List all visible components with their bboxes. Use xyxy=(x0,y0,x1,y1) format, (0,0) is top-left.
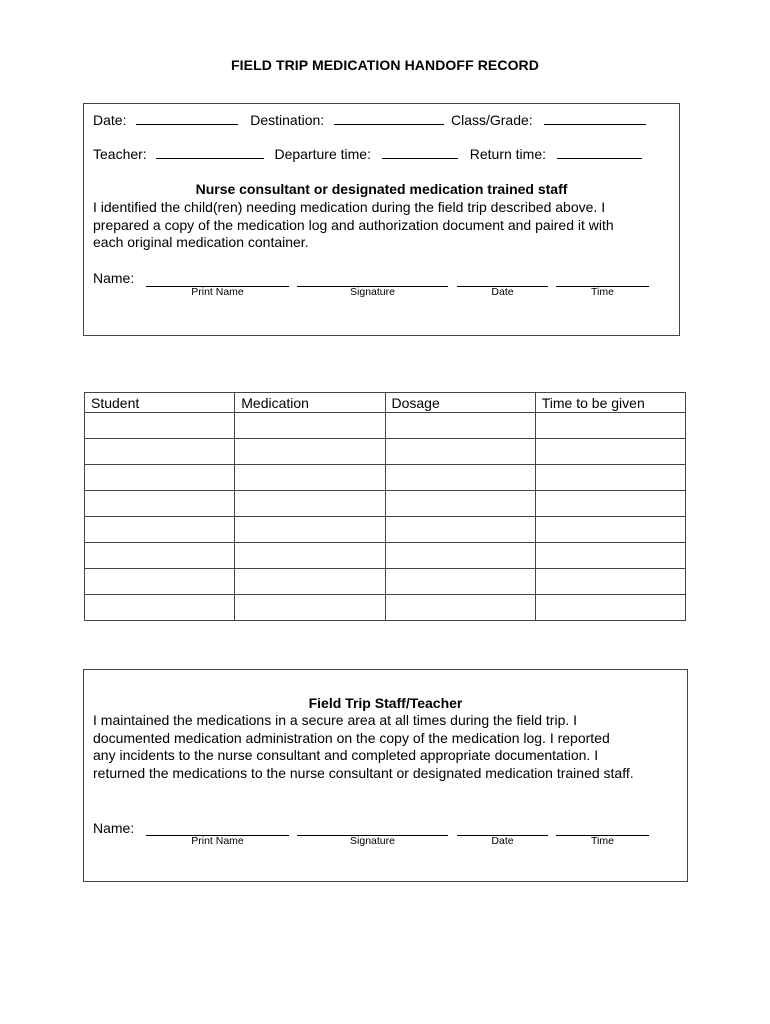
table-cell[interactable] xyxy=(535,439,685,465)
destination-label: Destination: xyxy=(250,112,325,128)
table-cell[interactable] xyxy=(535,543,685,569)
statement-line: documented medication administration on the copy of the medication log. I reported xyxy=(93,729,610,746)
time-info-row xyxy=(93,146,642,162)
statement-line: each original medication container. xyxy=(93,234,309,250)
date-field[interactable] xyxy=(136,112,238,125)
table-cell[interactable] xyxy=(235,569,385,595)
table-cell[interactable] xyxy=(385,595,535,621)
table-cell[interactable] xyxy=(85,569,235,595)
table-cell[interactable] xyxy=(385,465,535,491)
table-cell[interactable] xyxy=(385,569,535,595)
student-header: Student xyxy=(85,393,235,413)
teacher-field[interactable] xyxy=(156,146,264,159)
table-row xyxy=(85,595,686,621)
class-grade-label: Class/Grade: xyxy=(450,112,533,128)
table-cell[interactable] xyxy=(235,439,385,465)
table-cell[interactable] xyxy=(385,491,535,517)
table-cell[interactable] xyxy=(385,543,535,569)
table-cell[interactable] xyxy=(535,517,685,543)
print-name-caption: Print Name xyxy=(191,835,244,847)
return-time-label: Return time: xyxy=(469,146,546,162)
table-cell[interactable] xyxy=(85,543,235,569)
table-cell[interactable] xyxy=(235,595,385,621)
medication-table xyxy=(84,392,686,621)
print-name-caption: Print Name xyxy=(191,286,244,298)
table-row xyxy=(85,491,686,517)
staff-heading: Field Trip Staff/Teacher xyxy=(308,695,463,711)
date-caption: Date xyxy=(491,835,514,847)
table-cell[interactable] xyxy=(235,517,385,543)
statement-line: prepared a copy of the medication log and authorization document and paired it with xyxy=(93,216,614,233)
table-cell[interactable] xyxy=(235,465,385,491)
table-cell[interactable] xyxy=(85,595,235,621)
date-caption: Date xyxy=(491,286,514,298)
table-cell[interactable] xyxy=(535,595,685,621)
table-row xyxy=(85,413,686,439)
table-row xyxy=(85,517,686,543)
table-cell[interactable] xyxy=(385,439,535,465)
medication-header: Medication xyxy=(235,393,385,413)
table-row xyxy=(85,543,686,569)
class-grade-field[interactable] xyxy=(544,112,646,125)
departure-time-field[interactable] xyxy=(382,146,458,159)
staff-teacher-section xyxy=(83,669,688,882)
table-cell[interactable] xyxy=(85,517,235,543)
table-cell[interactable] xyxy=(235,491,385,517)
table-cell[interactable] xyxy=(385,517,535,543)
table-cell[interactable] xyxy=(235,543,385,569)
table-cell[interactable] xyxy=(385,413,535,439)
table-cell[interactable] xyxy=(535,413,685,439)
departure-time-label: Departure time: xyxy=(274,146,371,162)
destination-field[interactable] xyxy=(334,112,444,125)
table-cell[interactable] xyxy=(235,413,385,439)
statement-line: any incidents to the nurse consultant and completed appropriate documentation. I xyxy=(93,747,599,763)
date-label: Date: xyxy=(93,112,127,128)
time-header: Time to be given xyxy=(535,393,685,413)
table-cell[interactable] xyxy=(535,465,685,491)
time-caption: Time xyxy=(591,286,614,298)
table-cell[interactable] xyxy=(535,491,685,517)
name-label: Name: xyxy=(93,270,135,286)
table-row xyxy=(85,439,686,465)
teacher-label: Teacher: xyxy=(93,146,147,162)
table-cell[interactable] xyxy=(85,491,235,517)
return-time-field[interactable] xyxy=(557,146,642,159)
name-label: Name: xyxy=(93,820,135,836)
nurse-statement xyxy=(93,199,614,252)
statement-line: I identified the child(ren) needing medication during the field trip described above. I xyxy=(93,199,606,215)
nurse-heading: Nurse consultant or designated medication trained staff xyxy=(195,181,568,197)
table-row xyxy=(85,569,686,595)
table-header-row xyxy=(85,393,686,413)
table-cell[interactable] xyxy=(535,569,685,595)
form-title: FIELD TRIP MEDICATION HANDOFF RECORD xyxy=(231,57,539,73)
statement-line: I maintained the medications in a secure area at all times during the field trip. I xyxy=(93,712,578,728)
table-row xyxy=(85,465,686,491)
statement-line: returned the medications to the nurse consultant or designated medication trained staff. xyxy=(93,764,634,781)
signature-caption: Signature xyxy=(350,835,395,847)
table-cell[interactable] xyxy=(85,465,235,491)
staff-statement xyxy=(93,712,634,782)
table-cell[interactable] xyxy=(85,439,235,465)
dosage-header: Dosage xyxy=(385,393,535,413)
nurse-handoff-section xyxy=(83,103,680,336)
trip-info-row xyxy=(93,112,646,128)
table-cell[interactable] xyxy=(85,413,235,439)
signature-caption: Signature xyxy=(350,286,395,298)
time-caption: Time xyxy=(591,835,614,847)
